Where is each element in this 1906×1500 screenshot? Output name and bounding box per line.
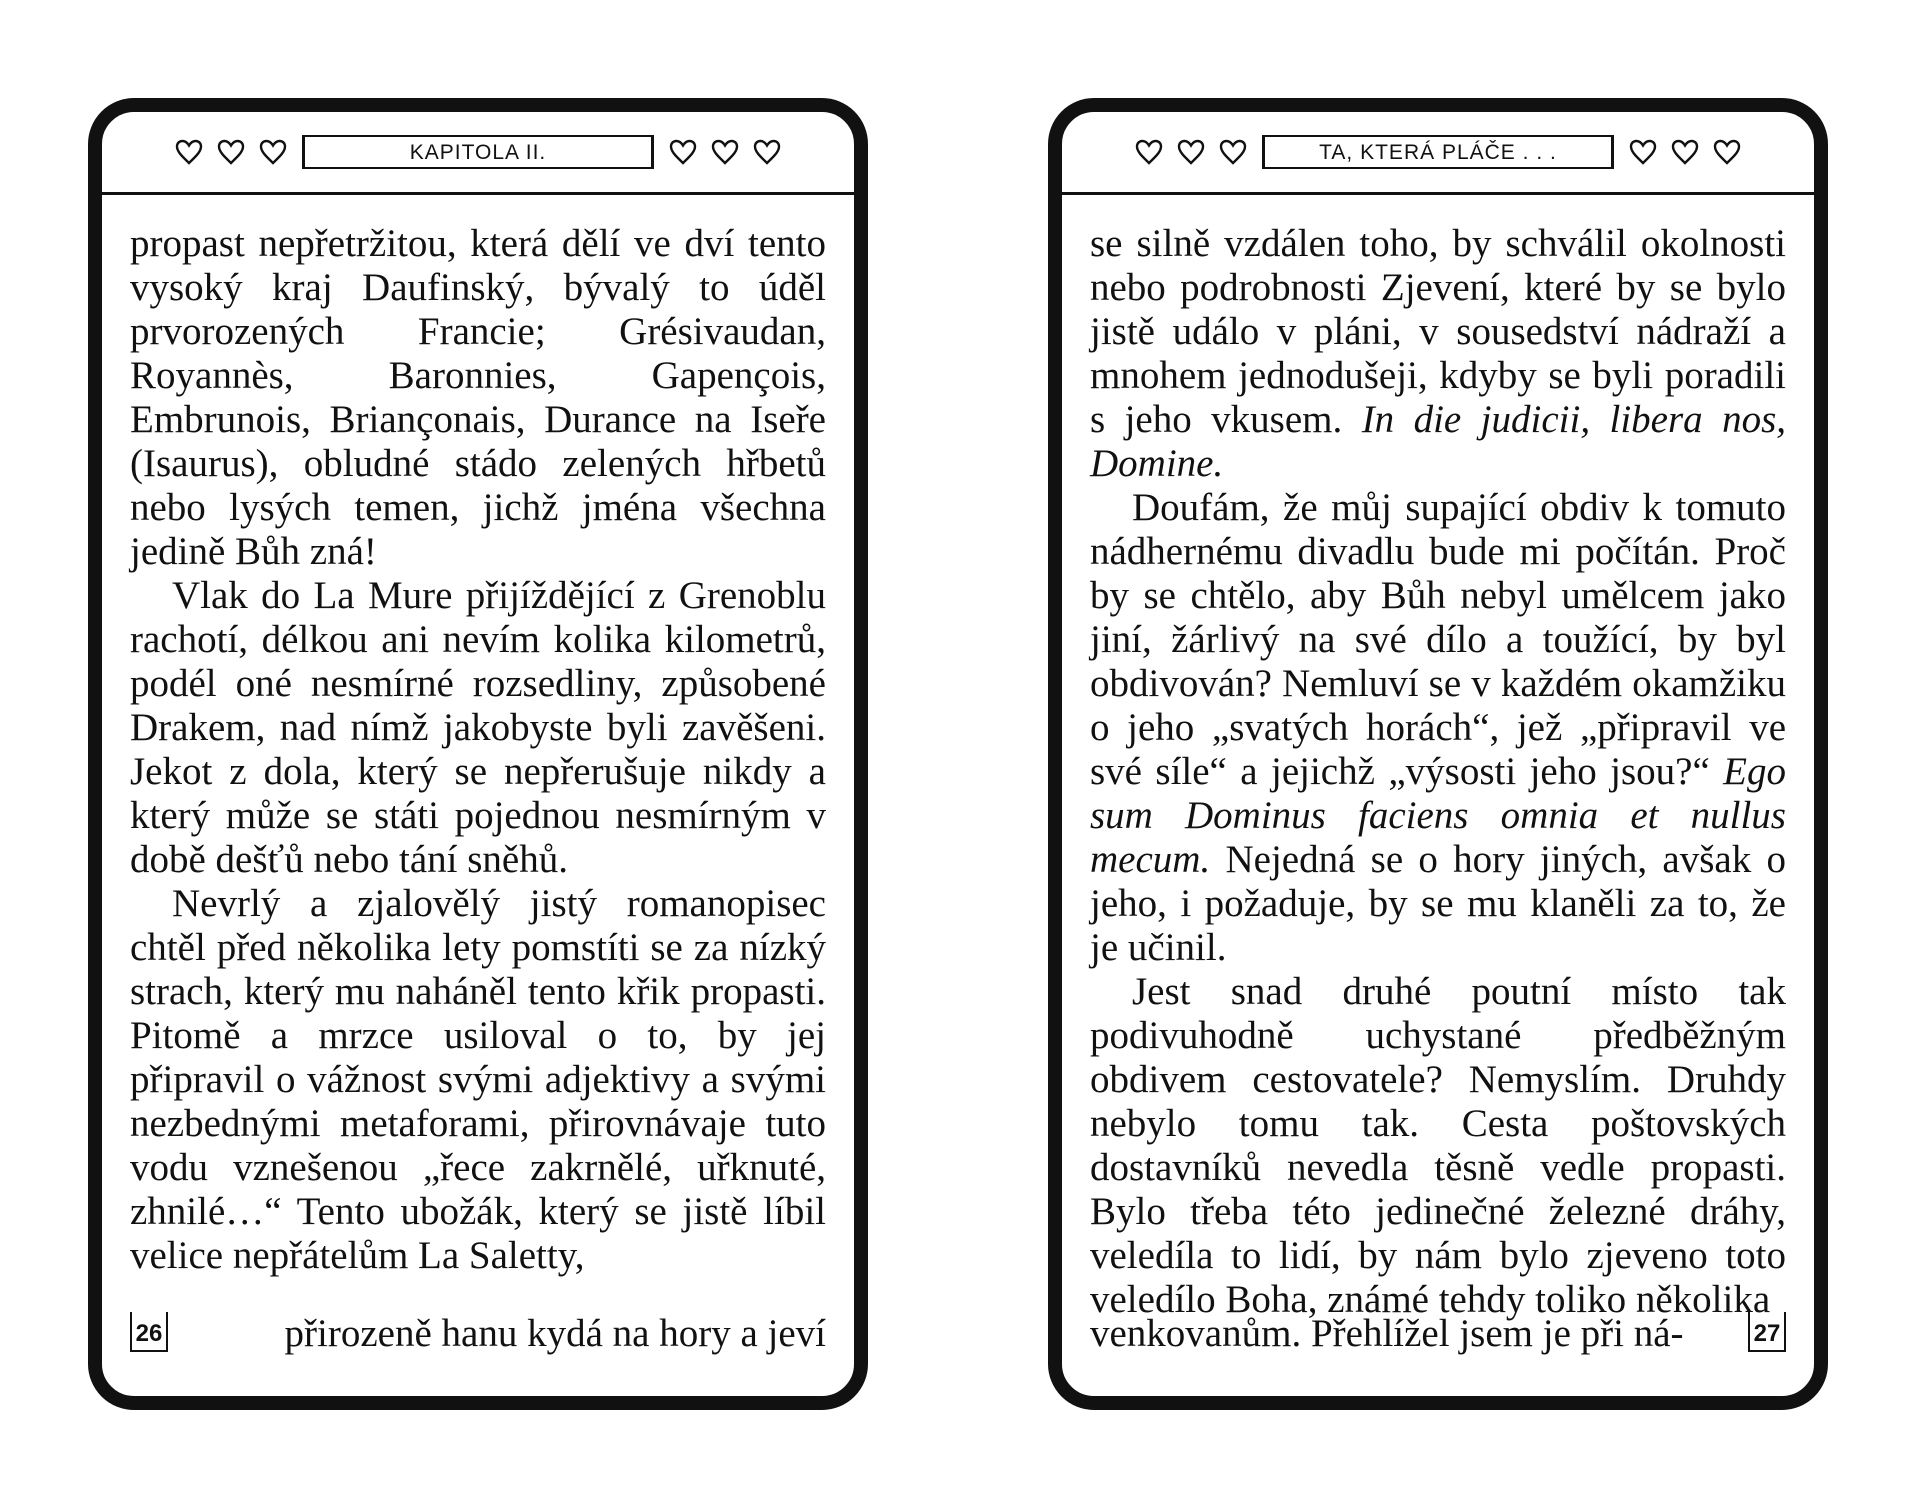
page-number: 27 — [1748, 1312, 1786, 1352]
paragraph: propast nepřetržitou, která dělí ve dví tento vysoký kraj Daufinský, bývalý to úděl prvorozených Francie; Grésivaudan, Royannès, Baronnies, Gapençois, Embrunois, Briançonais, Durance na Iseře (Isaurus), obludné stádo zelených hřbetů nebo lysých temen, jichž jména všechna jedině Bůh zná! — [130, 222, 826, 573]
heart-outline-icon — [216, 138, 246, 166]
last-line: přirozeně hanu kydá na hory a jeví — [284, 1312, 826, 1355]
heart-outline-icon — [710, 138, 740, 166]
body-text — [130, 222, 826, 1278]
right-page — [1048, 98, 1828, 1410]
body-text — [1090, 222, 1786, 1322]
heart-outline-icon — [1134, 138, 1164, 166]
paragraph — [1090, 486, 1786, 970]
running-header-title: TA, KTERÁ PLÁČE . . . — [1262, 135, 1614, 169]
heart-outline-icon — [668, 138, 698, 166]
paragraph: Jest snad druhé poutní místo tak podivuhodně uchystané předběžným obdivem cestovatele? Nemyslím. Druhdy nebylo tomu tak. Cesta poštovských dostavníků nevedla těsně vedle propasti. Bylo třeba této jedinečné železné dráhy, veledíla to lidí, by nám bylo zjeveno toto veledílo Boha, známé tehdy toliko několika — [1090, 970, 1786, 1321]
page-number: 26 — [130, 1312, 168, 1352]
paragraph-text: Doufám, že můj supající obdiv k tomuto nádhernému divadlu bude mi počítán. Proč by se chtělo, aby Bůh nebyl umělcem jako jiní, žárlivý na své dílo a toužící, by byl obdivován? Nemluví se v každém okamžiku o jeho „svatých horách“, jež „připravil ve své síle“ a jejichž „výsosti jeho jsou?“ — [1090, 486, 1786, 793]
paragraph — [1090, 222, 1786, 486]
last-line: venkovanům. Přehlížel jsem je při ná- — [1090, 1312, 1684, 1355]
heart-outline-icon — [1670, 138, 1700, 166]
heart-ornaments-right — [1628, 138, 1742, 166]
paragraph: Nevrlý a zjalovělý jistý romanopisec chtěl před několika lety pomstíti se za nízký strach, který mu naháněl tento křik propasti. Pitomě a mrzce usiloval o to, by jej připravil o vážnost svými adjektivy a svými nezbednými metaforami, přirovnávaje tuto vodu vznešenou „řece zakrnělé, uřknuté, zhnilé…“ Tento ubožák, který se jistě líbil velice nepřátelům La Saletty, — [130, 882, 826, 1277]
paragraph: Vlak do La Mure přijíždějící z Grenoblu rachotí, délkou ani nevím kolika kilometrů, podél oné nesmírné rozsedliny, způsobené Drakem, nad nímž jakobyste byli zavěšeni. Jekot z dola, který se nepřerušuje nikdy a který může se státi pojednou nesmírným v době dešťů nebo tání sněhů. — [130, 574, 826, 881]
heart-ornaments-right — [668, 138, 782, 166]
page-header — [102, 112, 854, 195]
page-header — [1062, 112, 1814, 195]
latin-quote: Ego sum Dominus faciens omnia et nullus mecum. — [1090, 750, 1786, 881]
heart-outline-icon — [1628, 138, 1658, 166]
heart-outline-icon — [1712, 138, 1742, 166]
running-header-title: KAPITOLA II. — [302, 135, 654, 169]
heart-outline-icon — [174, 138, 204, 166]
heart-outline-icon — [258, 138, 288, 166]
latin-quote: In die judicii, libera nos, Domine. — [1090, 398, 1787, 485]
paragraph-text: se silně vzdálen toho, by schválil okolnosti nebo podrobnosti Zjevení, které by se bylo jistě událo v pláni, v sousedství nádraží a mnohem jednodušeji, kdyby se byli poradili s jeho vkusem. — [1090, 222, 1786, 441]
heart-ornaments-left — [174, 138, 288, 166]
heart-outline-icon — [1176, 138, 1206, 166]
paragraph-text: Nejedná se o hory jiných, avšak o jeho, i požaduje, by se mu klaněli za to, že je učinil. — [1090, 838, 1786, 969]
left-page — [88, 98, 868, 1410]
heart-outline-icon — [1218, 138, 1248, 166]
heart-ornaments-left — [1134, 138, 1248, 166]
heart-outline-icon — [752, 138, 782, 166]
